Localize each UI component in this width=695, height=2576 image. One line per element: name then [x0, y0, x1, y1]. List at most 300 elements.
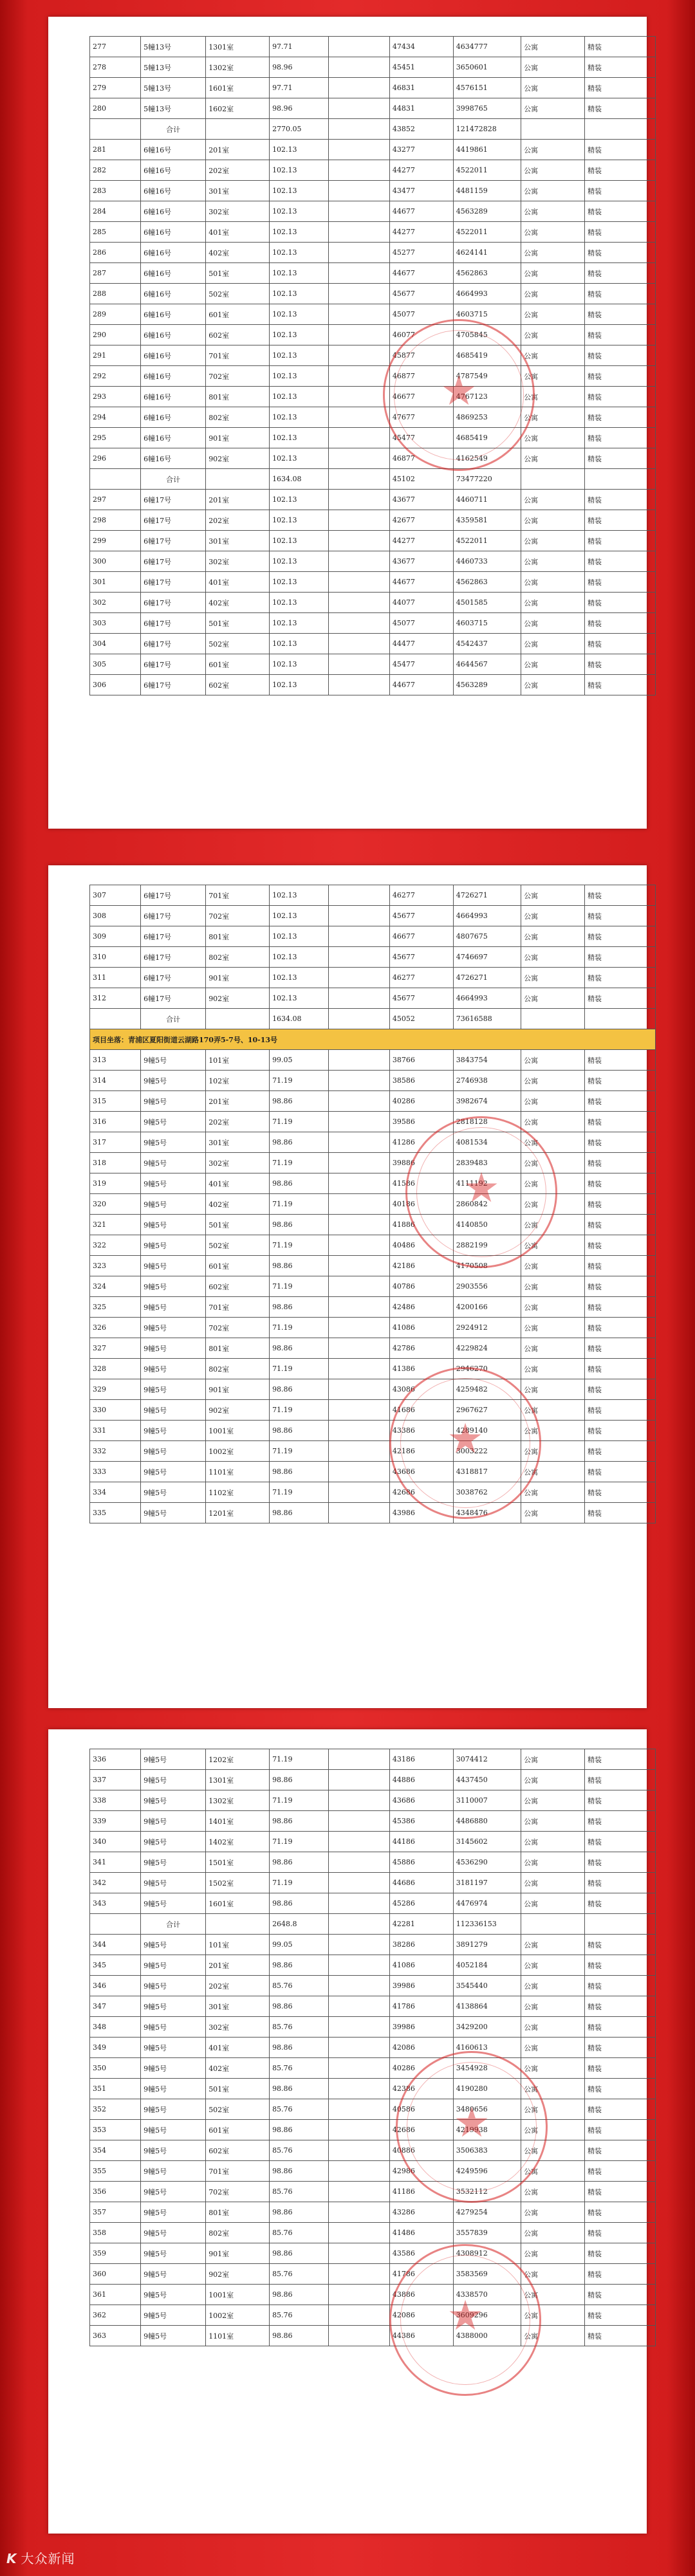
table-cell: 公寓 [521, 181, 585, 201]
table-cell: 精装 [585, 572, 656, 593]
table-cell: 精装 [585, 510, 656, 531]
table-cell: 6幢16号 [141, 448, 206, 469]
table-cell [329, 1112, 389, 1132]
table-cell: 85.76 [270, 2017, 329, 2038]
table-cell: 3429200 [453, 2017, 521, 2038]
table-cell: 1302室 [206, 57, 270, 78]
table-cell: 71.19 [270, 1359, 329, 1379]
table-cell: 1002室 [206, 1441, 270, 1462]
table-cell: 102.13 [270, 243, 329, 263]
table-cell: 精装 [585, 222, 656, 243]
table-cell [329, 531, 389, 551]
table-cell: 2924912 [453, 1318, 521, 1338]
table-cell: 301室 [206, 1132, 270, 1153]
table-cell: 4219938 [453, 2120, 521, 2140]
table-cell: 4289140 [453, 1421, 521, 1441]
table-cell: 324 [90, 1276, 141, 1297]
table-cell: 102.13 [270, 947, 329, 968]
table-cell: 45286 [389, 1893, 453, 1914]
table-cell: 9幢5号 [141, 1421, 206, 1441]
table-cell: 合计 [141, 1009, 206, 1029]
table-cell: 4522011 [453, 222, 521, 243]
table-cell [329, 1338, 389, 1359]
table-cell: 合计 [141, 119, 206, 140]
table-cell: 102.13 [270, 654, 329, 675]
table-cell: 精装 [585, 2099, 656, 2120]
table-row [90, 968, 656, 988]
table-cell: 精装 [585, 1503, 656, 1523]
table-cell: 40486 [389, 1235, 453, 1256]
table-cell: 9幢5号 [141, 1173, 206, 1194]
table-cell [329, 1790, 389, 1811]
table-cell: 2882199 [453, 1235, 521, 1256]
table-cell [329, 1153, 389, 1173]
table-row [90, 1338, 656, 1359]
table-cell: 公寓 [521, 1132, 585, 1153]
table-cell: 6幢16号 [141, 284, 206, 304]
subtotal-row [90, 119, 656, 140]
table-cell: 公寓 [521, 2058, 585, 2079]
table-cell: 702室 [206, 366, 270, 387]
table-cell: 1002室 [206, 2305, 270, 2326]
table-cell: 98.86 [270, 2202, 329, 2223]
table-cell: 501室 [206, 263, 270, 284]
table-cell: 公寓 [521, 634, 585, 654]
table-cell: 4259482 [453, 1379, 521, 1400]
table-cell: 3506383 [453, 2140, 521, 2161]
table-cell: 402室 [206, 243, 270, 263]
table-cell: 1602室 [206, 98, 270, 119]
table-cell: 4522011 [453, 160, 521, 181]
table-cell: 精装 [585, 988, 656, 1009]
table-cell: 41686 [389, 1400, 453, 1421]
table-cell: 精装 [585, 2140, 656, 2161]
table-cell [206, 1009, 270, 1029]
table-cell: 3982674 [453, 1091, 521, 1112]
table-row [90, 490, 656, 510]
table-cell: 公寓 [521, 448, 585, 469]
table-cell: 44277 [389, 160, 453, 181]
table-row [90, 1790, 656, 1811]
table-cell: 357 [90, 2202, 141, 2223]
table-cell [329, 1832, 389, 1852]
table-cell [329, 1379, 389, 1400]
table-cell: 精装 [585, 1173, 656, 1194]
table-cell: 4644567 [453, 654, 521, 675]
table-cell: 6幢16号 [141, 304, 206, 325]
table-cell: 44477 [389, 634, 453, 654]
table-cell: 9幢5号 [141, 1297, 206, 1318]
table-cell: 98.86 [270, 2038, 329, 2058]
table-cell: 精装 [585, 2326, 656, 2346]
table-cell: 9幢5号 [141, 1955, 206, 1976]
table-cell: 精装 [585, 926, 656, 947]
table-cell: 公寓 [521, 1873, 585, 1893]
table-cell: 4437450 [453, 1770, 521, 1790]
table-cell: 9幢5号 [141, 2264, 206, 2285]
table-cell: 43086 [389, 1379, 453, 1400]
table-cell: 302室 [206, 2017, 270, 2038]
table-cell: 98.86 [270, 1297, 329, 1318]
table-cell: 42486 [389, 1297, 453, 1318]
table-cell: 287 [90, 263, 141, 284]
table-cell: 102.13 [270, 634, 329, 654]
table-cell [329, 968, 389, 988]
table-cell: 286 [90, 243, 141, 263]
table-cell: 3545440 [453, 1976, 521, 1996]
table-cell: 公寓 [521, 1338, 585, 1359]
table-cell: 公寓 [521, 243, 585, 263]
table-cell: 9幢5号 [141, 1379, 206, 1400]
table-cell: 公寓 [521, 140, 585, 160]
table-cell: 精装 [585, 2305, 656, 2326]
table-cell [90, 1009, 141, 1029]
table-cell: 3998765 [453, 98, 521, 119]
table-cell: 302室 [206, 551, 270, 572]
table-cell: 71.19 [270, 1749, 329, 1770]
table-cell [585, 119, 656, 140]
table-cell: 102.13 [270, 304, 329, 325]
table-cell: 45102 [389, 469, 453, 490]
table-cell: 公寓 [521, 1421, 585, 1441]
table-cell: 公寓 [521, 37, 585, 57]
table-cell: 公寓 [521, 1071, 585, 1091]
table-cell: 公寓 [521, 1482, 585, 1503]
table-cell: 精装 [585, 1071, 656, 1091]
table-cell: 公寓 [521, 2243, 585, 2264]
table-cell: 3609296 [453, 2305, 521, 2326]
table-cell [329, 2264, 389, 2285]
table-cell: 精装 [585, 1873, 656, 1893]
table-cell: 362 [90, 2305, 141, 2326]
table-cell: 277 [90, 37, 141, 57]
table-cell: 283 [90, 181, 141, 201]
table-cell: 公寓 [521, 968, 585, 988]
table-cell: 44077 [389, 593, 453, 613]
table-cell: 公寓 [521, 572, 585, 593]
table-row [90, 2243, 656, 2264]
table-cell: 309 [90, 926, 141, 947]
table-row [90, 593, 656, 613]
table-cell: 43186 [389, 1749, 453, 1770]
table-cell: 71.19 [270, 1832, 329, 1852]
table-cell: 289 [90, 304, 141, 325]
table-row [90, 407, 656, 428]
table-cell: 98.86 [270, 2243, 329, 2264]
table-cell: 精装 [585, 2264, 656, 2285]
table-cell: 9幢5号 [141, 1482, 206, 1503]
table-cell: 322 [90, 1235, 141, 1256]
table-cell [329, 1503, 389, 1523]
table-cell: 精装 [585, 551, 656, 572]
table-cell: 358 [90, 2223, 141, 2243]
price-table-page-2 [89, 885, 656, 1523]
table-cell: 1634.08 [270, 1009, 329, 1029]
table-cell: 4807675 [453, 926, 521, 947]
table-cell: 4685419 [453, 428, 521, 448]
table-row [90, 1811, 656, 1832]
table-cell: 公寓 [521, 304, 585, 325]
table-cell: 9幢5号 [141, 1503, 206, 1523]
table-cell: 38586 [389, 1071, 453, 1091]
table-row [90, 1071, 656, 1091]
table-cell: 73477220 [453, 469, 521, 490]
table-cell: 315 [90, 1091, 141, 1112]
table-cell: 6幢17号 [141, 551, 206, 572]
table-cell: 102.13 [270, 675, 329, 695]
table-row [90, 2264, 656, 2285]
table-cell: 602室 [206, 675, 270, 695]
table-cell: 公寓 [521, 1112, 585, 1132]
table-cell: 精装 [585, 1276, 656, 1297]
table-cell: 精装 [585, 284, 656, 304]
table-cell: 316 [90, 1112, 141, 1132]
table-cell: 精装 [585, 387, 656, 407]
table-cell: 102.13 [270, 222, 329, 243]
table-cell: 4308912 [453, 2243, 521, 2264]
table-cell [329, 345, 389, 366]
table-cell: 285 [90, 222, 141, 243]
table-cell: 9幢5号 [141, 1770, 206, 1790]
table-cell: 71.19 [270, 1790, 329, 1811]
table-cell: 502室 [206, 634, 270, 654]
table-cell: 2967627 [453, 1400, 521, 1421]
table-row [90, 947, 656, 968]
table-cell: 71.19 [270, 1153, 329, 1173]
table-cell: 精装 [585, 1770, 656, 1790]
table-cell: 精装 [585, 2182, 656, 2202]
table-cell: 98.86 [270, 1503, 329, 1523]
table-cell: 1634.08 [270, 469, 329, 490]
table-cell: 精装 [585, 243, 656, 263]
table-cell: 4603715 [453, 613, 521, 634]
table-cell: 44677 [389, 675, 453, 695]
table-cell: 3891279 [453, 1935, 521, 1955]
table-cell: 347 [90, 1996, 141, 2017]
table-cell: 3145602 [453, 1832, 521, 1852]
table-cell [329, 222, 389, 243]
table-cell: 精装 [585, 1893, 656, 1914]
table-cell: 38766 [389, 1050, 453, 1071]
table-cell [329, 2058, 389, 2079]
table-cell: 44677 [389, 263, 453, 284]
table-cell: 302 [90, 593, 141, 613]
table-cell: 901室 [206, 968, 270, 988]
table-cell: 公寓 [521, 926, 585, 947]
table-cell: 精装 [585, 968, 656, 988]
table-cell: 公寓 [521, 947, 585, 968]
table-cell: 40286 [389, 1091, 453, 1112]
table-cell: 102.13 [270, 140, 329, 160]
table-cell: 501室 [206, 1215, 270, 1235]
table-cell: 4869253 [453, 407, 521, 428]
table-cell [329, 2223, 389, 2243]
table-row [90, 2305, 656, 2326]
table-cell [329, 675, 389, 695]
table-cell: 98.86 [270, 2326, 329, 2346]
table-cell: 102.13 [270, 572, 329, 593]
table-cell: 201室 [206, 1955, 270, 1976]
table-cell: 6幢17号 [141, 490, 206, 510]
table-cell [329, 2243, 389, 2264]
table-cell: 公寓 [521, 78, 585, 98]
table-cell: 501室 [206, 2079, 270, 2099]
table-cell [521, 119, 585, 140]
table-cell: 98.86 [270, 1256, 329, 1276]
table-cell: 361 [90, 2285, 141, 2305]
table-cell: 1301室 [206, 37, 270, 57]
table-row [90, 366, 656, 387]
table-cell: 294 [90, 407, 141, 428]
table-cell [329, 1441, 389, 1462]
table-row [90, 1852, 656, 1873]
table-cell: 902室 [206, 448, 270, 469]
table-cell: 4664993 [453, 988, 521, 1009]
table-cell: 41786 [389, 2264, 453, 2285]
table-row [90, 1359, 656, 1379]
table-cell: 6幢16号 [141, 181, 206, 201]
table-cell: 296 [90, 448, 141, 469]
table-cell: 公寓 [521, 1832, 585, 1852]
table-cell: 公寓 [521, 284, 585, 304]
table-cell: 43586 [389, 2243, 453, 2264]
table-cell: 301室 [206, 1996, 270, 2017]
table-cell: 4419861 [453, 140, 521, 160]
table-cell: 公寓 [521, 2264, 585, 2285]
table-cell: 公寓 [521, 2017, 585, 2038]
table-cell [329, 160, 389, 181]
table-cell [329, 593, 389, 613]
table-cell: 公寓 [521, 2326, 585, 2346]
table-cell [585, 1914, 656, 1935]
table-cell: 4685419 [453, 345, 521, 366]
table-row [90, 510, 656, 531]
table-cell: 公寓 [521, 654, 585, 675]
table-cell: 336 [90, 1749, 141, 1770]
table-cell [329, 1482, 389, 1503]
table-row [90, 1173, 656, 1194]
table-cell: 公寓 [521, 1050, 585, 1071]
table-cell: 4318817 [453, 1462, 521, 1482]
table-cell: 5幢13号 [141, 78, 206, 98]
table-cell: 3843754 [453, 1050, 521, 1071]
table-cell: 公寓 [521, 1297, 585, 1318]
table-cell: 9幢5号 [141, 1811, 206, 1832]
table-cell [329, 119, 389, 140]
table-cell: 71.19 [270, 1400, 329, 1421]
table-cell: 4542437 [453, 634, 521, 654]
price-table-page-3 [89, 1749, 656, 2346]
table-cell: 6幢17号 [141, 968, 206, 988]
table-row [90, 428, 656, 448]
table-row [90, 1379, 656, 1400]
table-cell: 4536290 [453, 1852, 521, 1873]
table-cell [206, 469, 270, 490]
table-cell [329, 1276, 389, 1297]
table-row [90, 2182, 656, 2202]
table-cell: 6幢16号 [141, 201, 206, 222]
table-row [90, 1276, 656, 1297]
table-cell: 4359581 [453, 510, 521, 531]
table-cell: 279 [90, 78, 141, 98]
table-cell: 43677 [389, 551, 453, 572]
table-cell: 98.86 [270, 1893, 329, 1914]
table-row [90, 572, 656, 593]
table-cell: 40586 [389, 2099, 453, 2120]
table-cell: 41786 [389, 1996, 453, 2017]
table-cell: 公寓 [521, 2285, 585, 2305]
table-cell: 9幢5号 [141, 2120, 206, 2140]
table-cell: 1202室 [206, 1749, 270, 1770]
table-cell: 343 [90, 1893, 141, 1914]
table-cell: 333 [90, 1462, 141, 1482]
table-cell: 299 [90, 531, 141, 551]
table-cell [521, 469, 585, 490]
table-cell: 4162549 [453, 448, 521, 469]
table-cell: 201室 [206, 140, 270, 160]
table-cell: 9幢5号 [141, 1359, 206, 1379]
table-cell [329, 140, 389, 160]
table-cell: 精装 [585, 1955, 656, 1976]
table-cell: 公寓 [521, 613, 585, 634]
table-cell [90, 119, 141, 140]
table-cell: 1001室 [206, 2285, 270, 2305]
table-row [90, 634, 656, 654]
table-cell: 302室 [206, 201, 270, 222]
table-cell [329, 1359, 389, 1379]
table-cell: 公寓 [521, 1359, 585, 1379]
table-cell: 282 [90, 160, 141, 181]
table-cell: 41086 [389, 1955, 453, 1976]
table-cell: 精装 [585, 593, 656, 613]
table-cell: 9幢5号 [141, 1996, 206, 2017]
table-row [90, 2326, 656, 2346]
table-cell: 精装 [585, 2285, 656, 2305]
table-row [90, 1749, 656, 1770]
table-cell: 102.13 [270, 325, 329, 345]
table-cell: 精装 [585, 160, 656, 181]
table-cell [329, 2305, 389, 2326]
table-row [90, 2058, 656, 2079]
table-cell: 42386 [389, 2079, 453, 2099]
table-cell: 402室 [206, 593, 270, 613]
table-cell [329, 284, 389, 304]
table-cell: 71.19 [270, 1194, 329, 1215]
table-cell: 102.13 [270, 387, 329, 407]
table-cell: 4664993 [453, 906, 521, 926]
table-cell: 44677 [389, 201, 453, 222]
table-cell: 精装 [585, 1235, 656, 1256]
table-row [90, 1996, 656, 2017]
table-row [90, 654, 656, 675]
table-cell: 288 [90, 284, 141, 304]
table-cell: 3454928 [453, 2058, 521, 2079]
table-cell [329, 387, 389, 407]
table-cell: 6幢16号 [141, 325, 206, 345]
table-cell: 42677 [389, 510, 453, 531]
table-cell: 320 [90, 1194, 141, 1215]
table-cell: 301室 [206, 181, 270, 201]
table-cell: 精装 [585, 2058, 656, 2079]
table-cell [329, 551, 389, 572]
table-cell: 352 [90, 2099, 141, 2120]
table-cell: 71.19 [270, 1112, 329, 1132]
table-cell: 42686 [389, 1482, 453, 1503]
table-cell: 公寓 [521, 1379, 585, 1400]
table-cell: 41886 [389, 1215, 453, 1235]
table-cell [329, 926, 389, 947]
table-cell: 1001室 [206, 1421, 270, 1441]
